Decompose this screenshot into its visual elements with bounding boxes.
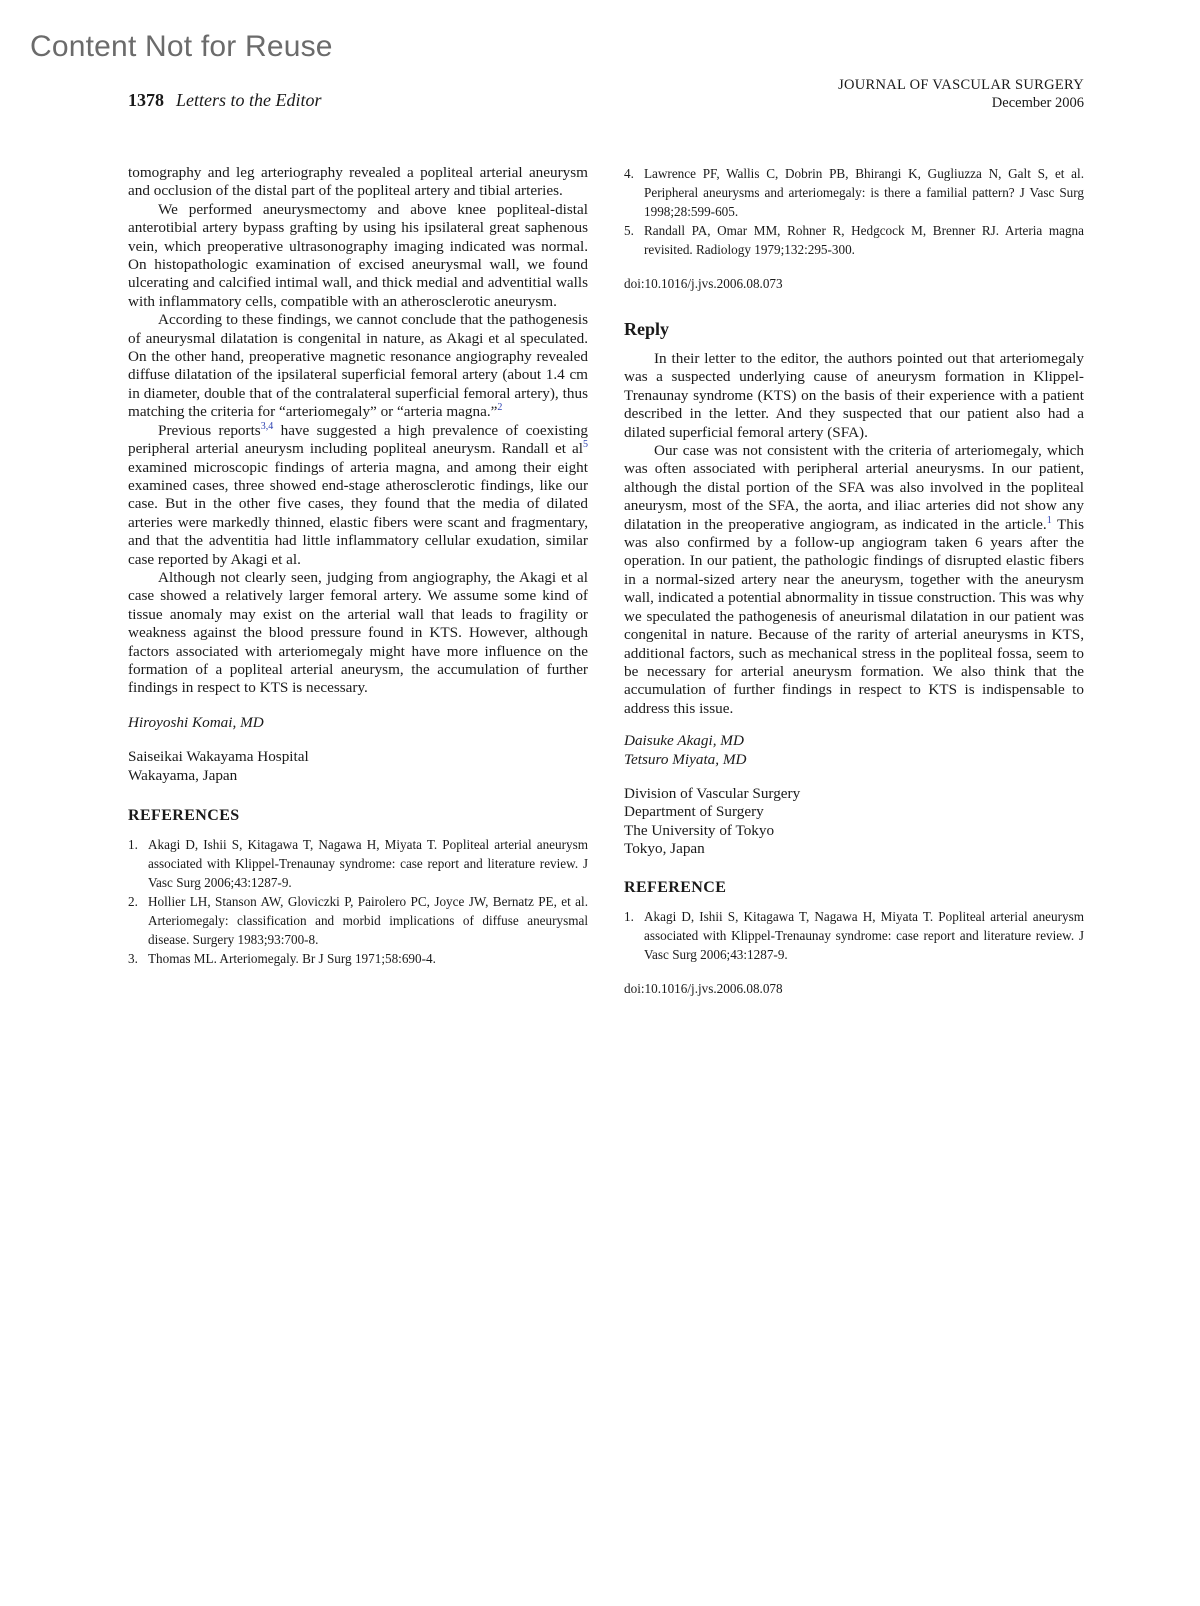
reference-item [624,164,1084,221]
reference-text: Akagi D, Ishii S, Kitagawa T, Nagawa H, Miyata T. Popliteal arterial aneurysm associated with Klippel-Trenaunay syndrome: case report and literature review. J Vasc Surg 2006;43:1287-9. [644,908,1084,962]
references-list [128,835,588,968]
reply-heading: Reply [624,319,669,339]
watermark: Content Not for Reuse [30,30,333,63]
affiliation-line: Tokyo, Japan [624,840,705,858]
reference-item [128,835,588,892]
letter-body [128,164,588,698]
references-heading: REFERENCES [128,807,240,824]
letter-author-signature: Hiroyoshi Komai, MD [128,713,264,731]
paragraph-text: According to these findings, we cannot conclude that the pathogenesis of aneurysmal dilatation is congenital in nature, as Akagi et al speculated. On the other hand, preoperative magnetic resonance angiography revealed diffuse dilatation of the ipsilateral superficial femoral artery (about 1.4 cm in diameter, double that of the contralateral superficial femoral artery), thus matching the criteria for “arteriomegaly” or “arteria magna.” [128,311,588,421]
paragraph-text: Our case was not consistent with the criteria of arteriomegaly, which was often associated with peripheral arterial aneurysms. In our patient, although the distal portion of the SFA was also involved in the popliteal aneurysm, most of the SFA, the aorta, and iliac arteries did not show any dilatation in the preoperative angiogram, as indicated in the article. [624,442,1084,533]
running-head-right [838,76,1084,112]
reply-reference-heading: REFERENCE [624,878,727,896]
paragraph-text: We performed aneurysmectomy and above knee popliteal-distal anterotibial artery bypass grafting by using his ipsilateral great saphenous vein, which preoperative ultrasonography imaging indicated was normal. On histopathologic examination of excised aneurysmal wall, we found ulcerating and calcified intimal wall, and thick medial and adventitial walls with inflammatory cells, compatible with an atherosclerotic aneurysm. [128,200,588,310]
body-paragraph [128,569,588,698]
affiliation-line: Division of Vascular Surgery [624,784,801,802]
section-title: Letters to the Editor [176,90,322,110]
right-column [624,164,1084,998]
page-number: 1378 [128,90,164,110]
reply-author-affiliation [624,785,1084,859]
affiliation-line: The University of Tokyo [624,821,775,839]
reference-item [128,892,588,949]
doi-letter: doi:10.1016/j.jvs.2006.08.073 [624,276,783,291]
references-list-continued [624,164,1084,259]
issue-date: December 2006 [991,95,1084,111]
reference-item [128,949,588,968]
affiliation-line: Wakayama, Japan [128,766,238,784]
affiliation-line: Department of Surgery [624,803,764,821]
paragraph-text: Previous reports [158,421,261,439]
reply-body [624,350,1084,718]
left-column [128,164,588,968]
body-paragraph [624,350,1084,442]
running-head-left [128,90,322,111]
citation-link[interactable]: 3,4 [260,420,274,432]
reply-author-signatures [624,732,1084,769]
doi-reply: doi:10.1016/j.jvs.2006.08.078 [624,980,783,996]
affiliation-line: Saiseikai Wakayama Hospital [128,748,309,766]
citation-link[interactable]: 1 [1046,514,1052,526]
reference-number: 2. [128,894,138,909]
body-paragraph [128,164,588,201]
paragraph-text: In their letter to the editor, the authors pointed out that arteriomegaly was a suspected underlying cause of aneurysm formation in Klippel-Trenaunay syndrome (KTS) on the basis of their experience with a patient described in the letter. And they suspected that our patient also had a dilated superficial femoral artery (SFA). [624,350,1084,441]
body-paragraph [128,201,588,311]
reply-author-signature: Tetsuro Miyata, MD [624,750,747,768]
citation-link[interactable]: 5 [583,439,588,451]
reference-item [624,221,1084,259]
letter-author-affiliation [128,748,588,785]
reference-text: Hollier LH, Stanson AW, Gloviczki P, Pairolero PC, Joyce JW, Bernatz PE, et al. Arteriomegaly: classification and morbid implications of diffuse aneurysmal disease. Surgery 1983;93:700-8. [148,894,588,947]
body-paragraph [624,442,1084,718]
reference-number: 5. [624,223,634,238]
reference-number: 4. [624,166,634,181]
paragraph-text: have suggested a high prevalence of coexisting peripheral arterial aneurysm including popliteal aneurysm. Randall et al [128,421,588,458]
reference-number: 1. [624,908,634,924]
paragraph-text: Although not clearly seen, judging from angiography, the Akagi et al case showed a relatively larger femoral artery. We assume some kind of tissue anomaly may exist on the arterial wall that leads to fragility or weakness against the blood pressure found in KTS. However, although factors associated with arteriomegaly might have more influence on the formation of a popliteal arterial aneurysm, the accumulation of further findings in respect to KTS is necessary. [128,568,588,697]
citation-link[interactable]: 2 [497,402,503,414]
reference-number: 3. [128,951,138,966]
reply-author-signature: Daisuke Akagi, MD [624,732,744,750]
paragraph-text: This was also confirmed by a follow-up angiogram taken 6 years after the operation. In our patient, the pathologic findings of disrupted elastic fibers in a normal-sized artery near the aneurysm, together with the aneurysm wall, indicated a potential abnormality in tissue construction. This was why we speculated the pathogenesis of aneurismal dilatation in our patient was congenital in nature. Because of the rarity of arterial aneurysms in KTS, additional factors, such as mechanical stress in the popliteal fossa, seem to be necessary for arterial aneurysm formation. We also think that the accumulation of further findings in respect to KTS is indispensable to address this issue. [624,515,1084,717]
reference-text: Lawrence PF, Wallis C, Dobrin PB, Bhirangi K, Gugliuzza N, Galt S, et al. Peripheral aneurysms and arteriomegaly: is there a familial pattern? J Vasc Surg 1998;28:599-605. [644,166,1084,219]
reply-references-list [624,907,1084,964]
body-paragraph [128,311,588,421]
reference-number: 1. [128,837,138,852]
paragraph-text: examined microscopic findings of arteria magna, and among their eight examined cases, three showed end-stage atherosclerotic findings, like our case. But in the other five cases, they found that the media of dilated arteries were markedly thinned, elastic fibers were scant and fragmentary, and that the adventitia had little inflammatory cellular exudation, similar case reported by Akagi et al. [128,458,588,568]
reference-text: Thomas ML. Arteriomegaly. Br J Surg 1971;58:690-4. [148,951,436,966]
reference-text: Randall PA, Omar MM, Rohner R, Hedgcock M, Brenner RJ. Arteria magna revisited. Radiology 1979;132:295-300. [644,223,1084,257]
reference-item [624,907,1084,964]
body-paragraph [128,422,588,569]
reference-text: Akagi D, Ishii S, Kitagawa T, Nagawa H, Miyata T. Popliteal arterial aneurysm associated with Klippel-Trenaunay syndrome: case report and literature review. J Vasc Surg 2006;43:1287-9. [148,837,588,890]
paragraph-text: tomography and leg arteriography revealed a popliteal arterial aneurysm and occlusion of the distal part of the popliteal artery and tibial arteries. [128,164,588,200]
journal-name: JOURNAL OF VASCULAR SURGERY [838,77,1084,93]
